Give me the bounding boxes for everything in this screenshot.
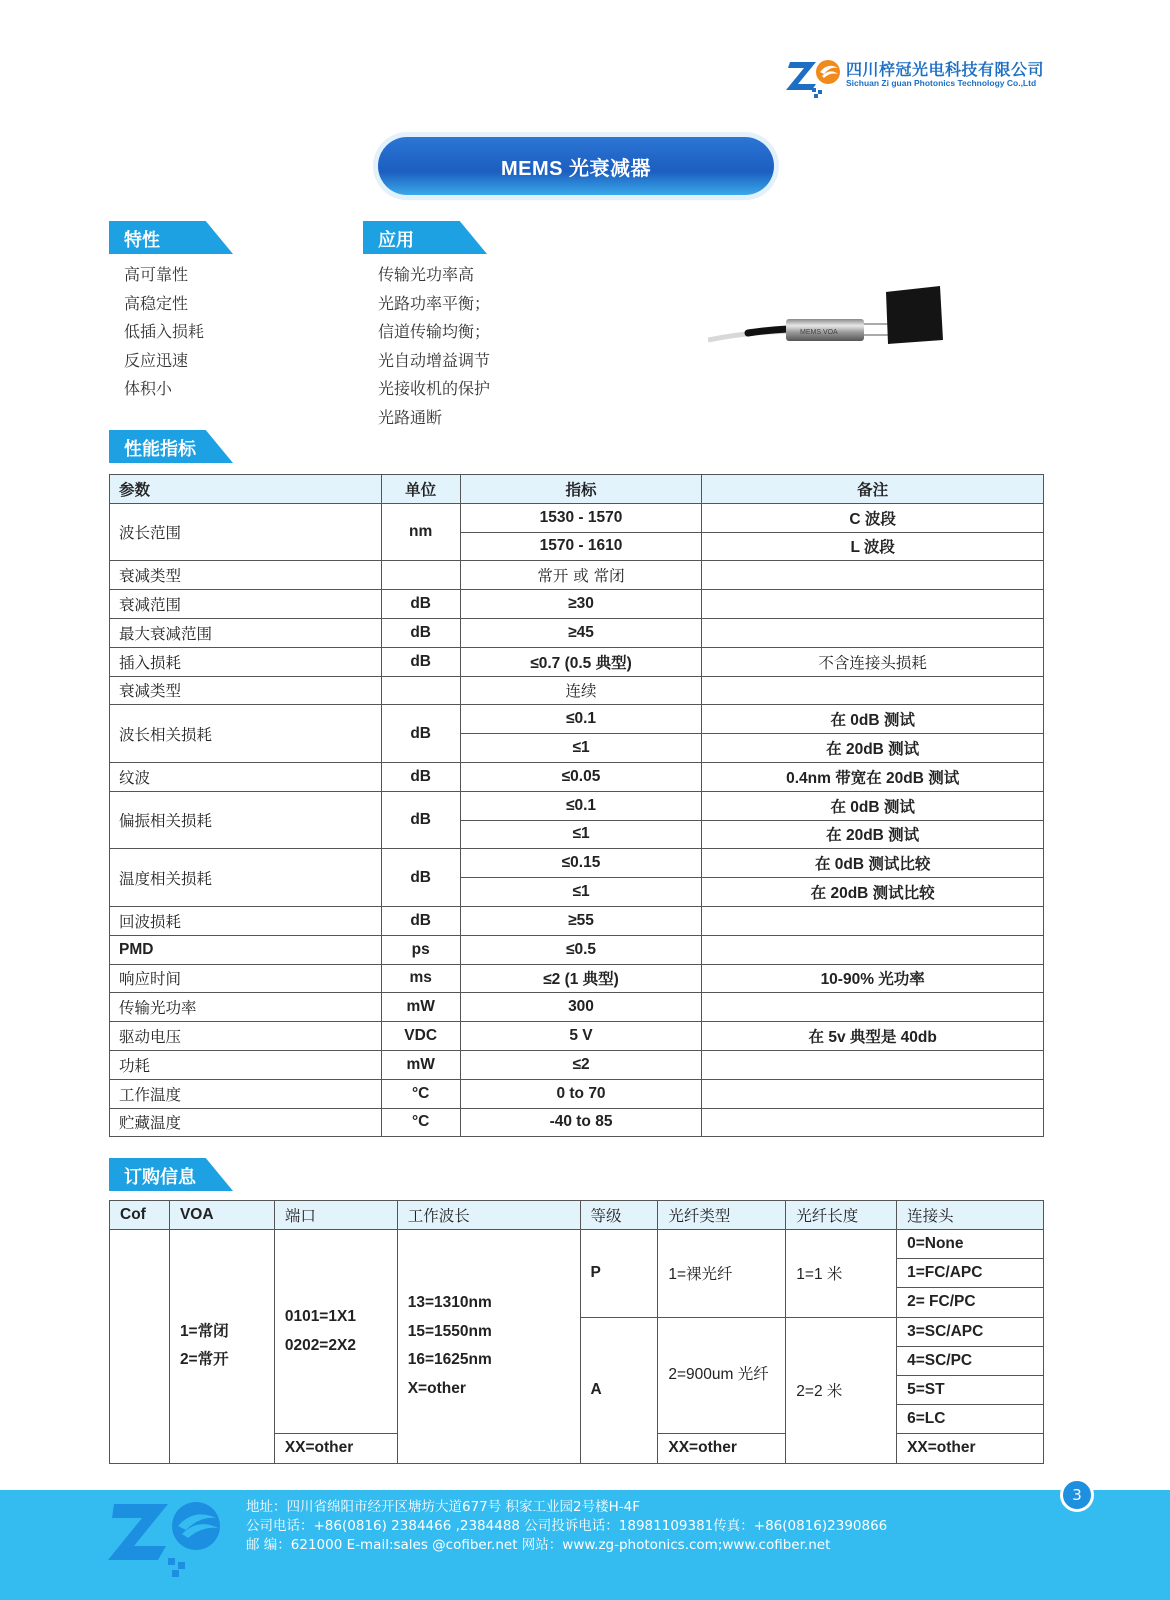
unit-cell: dB (381, 762, 460, 791)
table-row (110, 849, 1044, 878)
note-cell (702, 906, 1044, 935)
application-item: 光自动增益调节 (378, 350, 491, 370)
page-title: MEMS 光衰减器 (500, 157, 652, 180)
company-logo (786, 54, 1076, 98)
voa-cell (169, 1230, 274, 1464)
param-cell: 工作温度 (110, 1079, 382, 1108)
unit-cell (381, 676, 460, 705)
param-cell: 传输光功率 (110, 993, 382, 1022)
param-cell: 功耗 (110, 1050, 382, 1079)
value-cell: 1530 - 1570 (460, 503, 702, 532)
section-tab-specs (109, 430, 233, 463)
value-cell: ≤2 (1 典型) (460, 964, 702, 993)
col-header-param: 参数 (110, 475, 382, 504)
value-cell: -40 to 85 (460, 1108, 702, 1137)
feature-item: 高稳定性 (124, 293, 189, 313)
note-cell (702, 676, 1044, 705)
grade-option: A (580, 1317, 658, 1463)
param-cell: 温度相关损耗 (110, 849, 382, 907)
col-header-notes: 备注 (702, 475, 1044, 504)
note-cell (702, 590, 1044, 619)
unit-cell: nm (381, 503, 460, 561)
ordering-table (109, 1200, 1044, 1464)
value-cell: 常开 或 常闭 (460, 561, 702, 590)
value-cell: 1570 - 1610 (460, 532, 702, 561)
note-cell (702, 1079, 1044, 1108)
unit-cell: °C (381, 1108, 460, 1137)
value-cell: ≥30 (460, 590, 702, 619)
page-title-banner (378, 137, 774, 195)
col-header-wavelength: 工作波长 (397, 1201, 580, 1230)
ordering-table-header (110, 1201, 1044, 1230)
unit-cell: dB (381, 849, 460, 907)
param-cell: 偏振相关损耗 (110, 791, 382, 849)
param-cell: 衰减范围 (110, 590, 382, 619)
wavelength-option: 15=1550nm (407, 1322, 492, 1340)
wavelength-option: X=other (407, 1379, 466, 1397)
footer-address: 地址：四川省绵阳市经开区塘坊大道677号 积家工业园2号楼H-4F (246, 1499, 641, 1515)
note-cell: 在 0dB 测试比较 (702, 849, 1044, 878)
unit-cell: ms (381, 964, 460, 993)
table-row (110, 590, 1044, 619)
note-cell (702, 1108, 1044, 1137)
col-header-voa: VOA (169, 1201, 274, 1230)
unit-cell (381, 561, 460, 590)
param-cell: 回波损耗 (110, 906, 382, 935)
unit-cell: VDC (381, 1022, 460, 1051)
section-heading-ordering: 订购信息 (124, 1167, 196, 1188)
unit-cell: mW (381, 993, 460, 1022)
unit-cell: dB (381, 906, 460, 935)
page-footer (0, 1490, 1170, 1600)
value-cell: ≤1 (460, 878, 702, 907)
mems-voa-product-photo (708, 282, 968, 362)
application-item: 光接收机的保护 (378, 379, 491, 398)
param-cell: 贮藏温度 (110, 1108, 382, 1137)
param-cell: 响应时间 (110, 964, 382, 993)
col-header-connector: 连接头 (897, 1201, 1044, 1230)
feature-item: 体积小 (124, 379, 173, 398)
note-cell: 在 20dB 测试 (702, 734, 1044, 763)
page-number: 3 (1072, 1486, 1082, 1504)
param-cell: 波长相关损耗 (110, 705, 382, 763)
table-row (110, 676, 1044, 705)
table-row (110, 1022, 1044, 1051)
table-row (110, 762, 1044, 791)
application-item: 传输光功率高 (378, 265, 475, 284)
param-cell: 驱动电压 (110, 1022, 382, 1051)
note-cell (702, 993, 1044, 1022)
col-header-grade: 等级 (580, 1201, 658, 1230)
product-label: MEMS VOA (800, 329, 838, 336)
connector-option: 2= FC/PC (897, 1288, 1044, 1317)
col-header-fiber-length: 光纤长度 (786, 1201, 897, 1230)
unit-cell: dB (381, 618, 460, 647)
param-cell: 纹波 (110, 762, 382, 791)
wavelength-option: 16=1625nm (407, 1351, 492, 1369)
value-cell: ≥55 (460, 906, 702, 935)
value-cell: 0 to 70 (460, 1079, 702, 1108)
col-header-port: 端口 (274, 1201, 397, 1230)
feature-item: 反应迅速 (124, 350, 189, 370)
unit-cell: dB (381, 705, 460, 763)
col-header-fiber-type: 光纤类型 (658, 1201, 786, 1230)
value-cell: ≤0.15 (460, 849, 702, 878)
param-cell: 衰减类型 (110, 561, 382, 590)
port-option: 0101=1X1 (284, 1308, 356, 1326)
footer-postal-email-web: 邮 编：621000 E-mail:sales @cofiber.net 网站：www.zg-photonics.com;www.cofiber.net (246, 1537, 831, 1553)
note-cell: 在 5v 典型是 40db (702, 1022, 1044, 1051)
unit-cell: dB (381, 647, 460, 676)
application-item: 信道传输均衡； (378, 322, 491, 341)
col-header-value: 指标 (460, 475, 702, 504)
spec-table (109, 474, 1044, 1137)
table-row (110, 618, 1044, 647)
param-cell: 最大衰减范围 (110, 618, 382, 647)
zg-logo-icon (786, 54, 842, 98)
note-cell: 在 20dB 测试 (702, 820, 1044, 849)
table-row (110, 993, 1044, 1022)
note-cell: 在 0dB 测试 (702, 791, 1044, 820)
features-list (124, 261, 204, 404)
value-cell: ≤0.05 (460, 762, 702, 791)
application-item: 光路通断 (378, 407, 443, 427)
unit-cell: mW (381, 1050, 460, 1079)
note-cell (702, 1050, 1044, 1079)
connector-option: 1=FC/APC (897, 1259, 1044, 1288)
fiber-length-option: 2=2 米 (786, 1317, 897, 1463)
table-row (110, 503, 1044, 532)
param-cell: 波长范围 (110, 503, 382, 561)
section-tab-features (109, 221, 233, 254)
application-item: 光路功率平衡； (378, 293, 491, 313)
param-cell: 衰减类型 (110, 676, 382, 705)
footer-phone: 公司电话：+86(0816) 2384466 ,2384488 公司投诉电话：18981109381传真：+86(0816)2390866 (246, 1518, 888, 1534)
note-cell (702, 561, 1044, 590)
fiber-type-option: 2=900um 光纤 (658, 1317, 786, 1434)
value-cell: 5 V (460, 1022, 702, 1051)
value-cell: ≤0.7 (0.5 典型) (460, 647, 702, 676)
table-row (110, 964, 1044, 993)
wavelength-option: 13=1310nm (407, 1294, 492, 1312)
connector-option: XX=other (897, 1434, 1044, 1463)
fiber-type-other: XX=other (658, 1434, 786, 1463)
connector-option: 3=SC/APC (897, 1317, 1044, 1346)
grade-option: P (580, 1230, 658, 1318)
value-cell: ≤0.1 (460, 705, 702, 734)
note-cell: 在 0dB 测试 (702, 705, 1044, 734)
table-row (110, 1108, 1044, 1137)
table-row (110, 791, 1044, 820)
table-row (110, 1079, 1044, 1108)
connector-option: 6=LC (897, 1405, 1044, 1434)
param-cell: 插入损耗 (110, 647, 382, 676)
cof-cell (110, 1230, 170, 1464)
note-cell: 不含连接头损耗 (702, 647, 1044, 676)
note-cell: L 波段 (702, 532, 1044, 561)
table-row (110, 561, 1044, 590)
section-heading-applications: 应用 (378, 230, 414, 251)
unit-cell: °C (381, 1079, 460, 1108)
feature-item: 高可靠性 (124, 265, 189, 284)
note-cell: C 波段 (702, 503, 1044, 532)
table-row (110, 906, 1044, 935)
section-heading-specs: 性能指标 (124, 439, 196, 460)
param-cell: PMD (110, 935, 382, 964)
table-row (110, 935, 1044, 964)
note-cell: 0.4nm 带宽在 20dB 测试 (702, 762, 1044, 791)
col-header-unit: 单位 (381, 475, 460, 504)
note-cell: 10-90% 光功率 (702, 964, 1044, 993)
connector-option: 0=None (897, 1230, 1044, 1259)
value-cell: ≥45 (460, 618, 702, 647)
zg-logo-icon (108, 1498, 228, 1578)
value-cell: ≤0.1 (460, 791, 702, 820)
feature-item: 低插入损耗 (124, 322, 205, 341)
col-header-cof: Cof (110, 1201, 170, 1230)
unit-cell: dB (381, 590, 460, 619)
value-cell: ≤0.5 (460, 935, 702, 964)
table-row (110, 647, 1044, 676)
company-name-cn: 四川梓冠光电科技有限公司 (846, 60, 1045, 79)
note-cell (702, 618, 1044, 647)
applications-list (378, 261, 490, 432)
value-cell: ≤2 (460, 1050, 702, 1079)
table-row (110, 1050, 1044, 1079)
note-cell: 在 20dB 测试比较 (702, 878, 1044, 907)
value-cell: ≤1 (460, 734, 702, 763)
connector-option: 4=SC/PC (897, 1346, 1044, 1375)
company-name-en: Sichuan Zi guan Photonics Technology Co.,Ltd (846, 78, 1037, 88)
section-tab-ordering (109, 1158, 233, 1191)
voa-option: 2=常开 (179, 1351, 229, 1369)
section-tab-applications (363, 221, 487, 254)
connector-option: 5=ST (897, 1375, 1044, 1404)
note-cell (702, 935, 1044, 964)
port-option: 0202=2X2 (284, 1336, 356, 1354)
port-other: XX=other (274, 1434, 397, 1463)
value-cell: 连续 (460, 676, 702, 705)
footer-contact (246, 1498, 887, 1555)
unit-cell: ps (381, 935, 460, 964)
section-heading-features: 特性 (124, 230, 160, 251)
voa-option: 1=常闭 (179, 1322, 229, 1340)
table-row (110, 1230, 1044, 1259)
unit-cell: dB (381, 791, 460, 849)
fiber-type-option: 1=裸光纤 (658, 1230, 786, 1318)
wavelength-cell (397, 1230, 580, 1464)
value-cell: ≤1 (460, 820, 702, 849)
value-cell: 300 (460, 993, 702, 1022)
fiber-length-option: 1=1 米 (786, 1230, 897, 1318)
table-row (110, 705, 1044, 734)
port-cell (274, 1230, 397, 1434)
page-number-badge (1060, 1478, 1094, 1512)
spec-table-header (110, 475, 1044, 504)
